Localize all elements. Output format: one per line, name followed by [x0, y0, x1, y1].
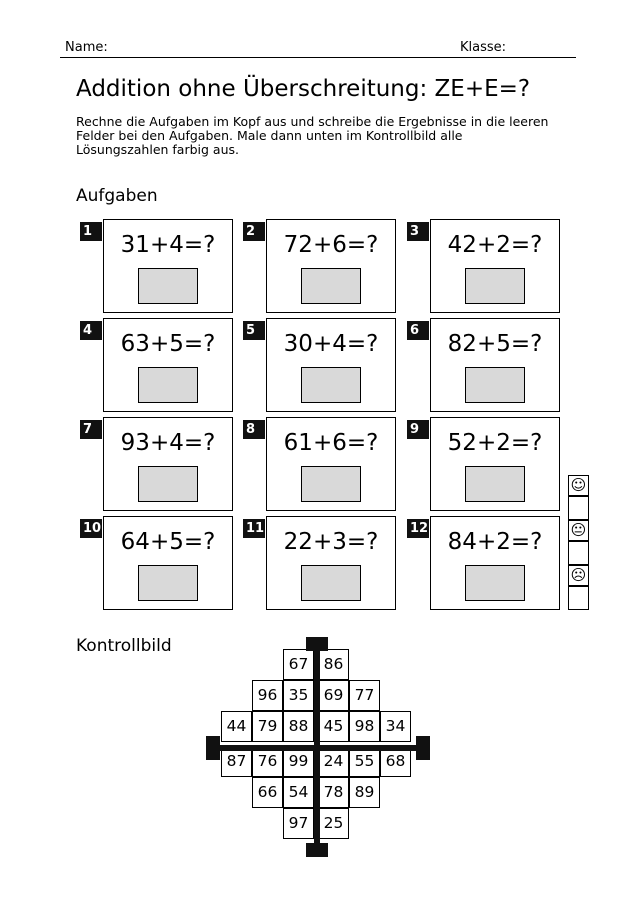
task-number: 5: [243, 321, 265, 340]
control-cell[interactable]: 78: [318, 777, 349, 808]
control-cell[interactable]: 99: [283, 746, 314, 777]
task-number: 1: [80, 222, 102, 241]
control-cell[interactable]: 88: [283, 711, 314, 742]
control-cell[interactable]: 44: [221, 711, 252, 742]
control-cell[interactable]: 54: [283, 777, 314, 808]
control-cell[interactable]: 67: [283, 649, 314, 680]
control-cell[interactable]: 98: [349, 711, 380, 742]
control-cell[interactable]: 76: [252, 746, 283, 777]
control-cell[interactable]: 79: [252, 711, 283, 742]
control-cell[interactable]: 34: [380, 711, 411, 742]
happy-smiley-icon: ☺: [568, 475, 589, 496]
task-number: 6: [407, 321, 429, 340]
cross-bar: [220, 745, 416, 751]
control-cell[interactable]: 25: [318, 808, 349, 839]
task-equation: 64+5=?: [120, 529, 216, 555]
name-label: Name:: [65, 40, 108, 55]
task-number: 12: [407, 519, 429, 538]
control-cell[interactable]: 77: [349, 680, 380, 711]
page-title: Addition ohne Überschreitung: ZE+E=?: [76, 76, 531, 102]
task-equation: 93+4=?: [120, 430, 216, 456]
task-number: 8: [243, 420, 265, 439]
control-cell[interactable]: 86: [318, 649, 349, 680]
control-cell[interactable]: 68: [380, 746, 411, 777]
control-cell[interactable]: 66: [252, 777, 283, 808]
task-equation: 30+4=?: [283, 331, 379, 357]
task-number: 11: [243, 519, 265, 538]
task-equation: 63+5=?: [120, 331, 216, 357]
sad-smiley-icon: ☹: [568, 565, 589, 586]
cross-bar: [306, 637, 328, 651]
control-cell[interactable]: 69: [318, 680, 349, 711]
cross-bar: [306, 843, 328, 857]
task-equation: 72+6=?: [283, 232, 379, 258]
control-cell[interactable]: 97: [283, 808, 314, 839]
control-cell[interactable]: 89: [349, 777, 380, 808]
task-number: 4: [80, 321, 102, 340]
control-cell[interactable]: 96: [252, 680, 283, 711]
cross-bar: [206, 736, 220, 760]
task-number: 7: [80, 420, 102, 439]
control-cell[interactable]: 24: [318, 746, 349, 777]
task-equation: 22+3=?: [283, 529, 379, 555]
neutral-smiley-icon: 😐: [568, 520, 589, 541]
task-equation: 84+2=?: [447, 529, 543, 555]
task-number: 10: [80, 519, 102, 538]
task-number: 2: [243, 222, 265, 241]
task-equation: 61+6=?: [283, 430, 379, 456]
control-cell[interactable]: 35: [283, 680, 314, 711]
control-cell[interactable]: 87: [221, 746, 252, 777]
control-heading: Kontrollbild: [76, 636, 172, 656]
tasks-heading: Aufgaben: [76, 186, 158, 206]
instructions: Rechne die Aufgaben im Kopf aus und schreibe die Ergebnisse in die leeren Felder bei den Aufgaben. Male dann unten im Kontrollbild alle Lösungszahlen farbig aus.: [76, 114, 549, 157]
task-equation: 82+5=?: [447, 331, 543, 357]
control-cell[interactable]: 45: [318, 711, 349, 742]
task-number: 9: [407, 420, 429, 439]
control-cell[interactable]: 55: [349, 746, 380, 777]
task-equation: 31+4=?: [120, 232, 216, 258]
task-equation: 42+2=?: [447, 232, 543, 258]
task-number: 3: [407, 222, 429, 241]
task-equation: 52+2=?: [447, 430, 543, 456]
klasse-label: Klasse:: [460, 40, 507, 55]
cross-bar: [416, 736, 430, 760]
